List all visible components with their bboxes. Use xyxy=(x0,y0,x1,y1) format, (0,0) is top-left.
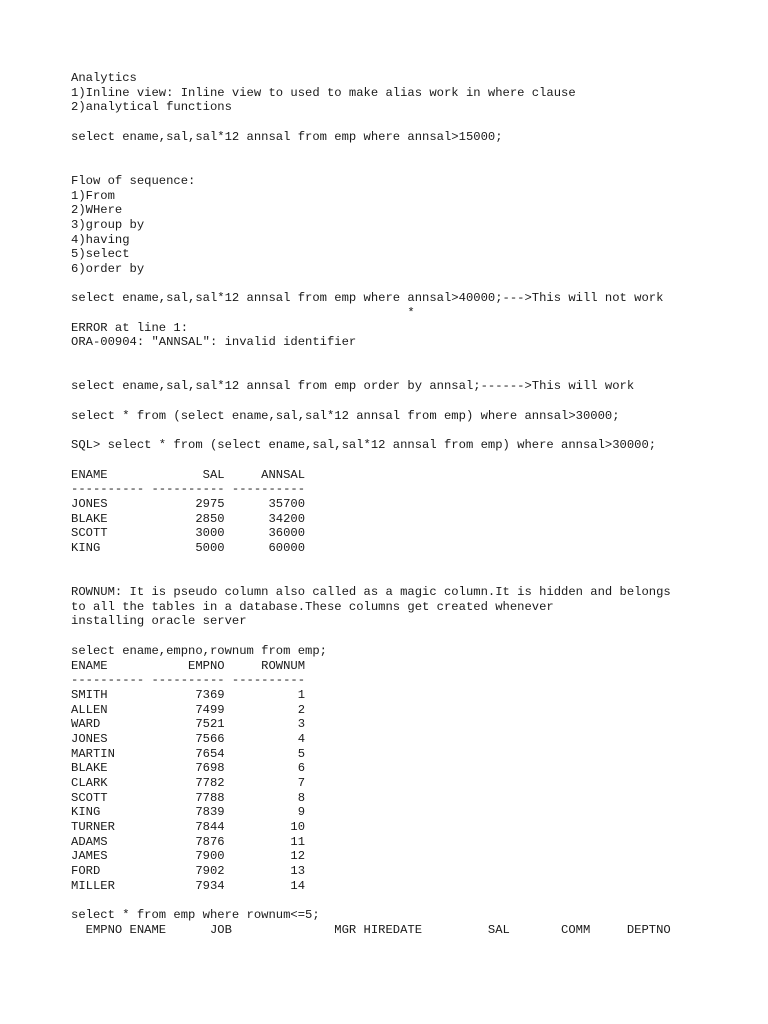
text-line: ---------- ---------- ---------- xyxy=(71,482,306,497)
text-line: select * from (select ename,sal,sal*12 annsal from emp) where annsal>30000; xyxy=(71,408,620,423)
text-line: 3)group by xyxy=(71,217,145,232)
text-line xyxy=(71,629,751,644)
text-line: JAMES 7900 12 xyxy=(71,849,306,864)
text-line: FORD 7902 13 xyxy=(71,864,306,879)
text-line: installing oracle server xyxy=(71,614,247,629)
text-line: SCOTT 3000 36000 xyxy=(71,526,306,541)
text-line: 1)Inline view: Inline view to used to make alias work in where clause xyxy=(71,85,576,100)
text-line: 2)WHere xyxy=(71,203,123,218)
text-line: MARTIN 7654 5 xyxy=(71,746,306,761)
text-line: EMPNO ENAME JOB MGR HIREDATE SAL COMM DEPTNO xyxy=(71,922,671,937)
text-line xyxy=(71,159,751,174)
text-line xyxy=(71,115,751,130)
text-line: 6)order by xyxy=(71,261,145,276)
text-line: ERROR at line 1: xyxy=(71,320,189,335)
text-line: to all the tables in a database.These columns get created whenever xyxy=(71,599,554,614)
text-line: JONES 2975 35700 xyxy=(71,496,306,511)
text-line: SCOTT 7788 8 xyxy=(71,790,306,805)
text-line: select ename,sal,sal*12 annsal from emp order by annsal;------>This will work xyxy=(71,379,635,394)
text-line: Analytics xyxy=(71,71,137,85)
text-line: SQL> select * from (select ename,sal,sal*12 annsal from emp) where annsal>30000; xyxy=(71,438,657,453)
text-line: select * from emp where rownum<=5; xyxy=(71,908,320,923)
text-line: KING 7839 9 xyxy=(71,805,306,820)
text-line: WARD 7521 3 xyxy=(71,717,306,732)
text-line: ENAME SAL ANNSAL xyxy=(71,467,306,482)
text-line: select ename,sal,sal*12 annsal from emp where annsal>15000; xyxy=(71,129,503,144)
text-line: TURNER 7844 10 xyxy=(71,820,306,835)
text-line: 2)analytical functions xyxy=(71,100,232,115)
text-line xyxy=(71,424,751,439)
text-line: 4)having xyxy=(71,232,130,247)
text-line: BLAKE 2850 34200 xyxy=(71,511,306,526)
text-line xyxy=(71,453,751,468)
text-line xyxy=(71,350,751,365)
text-line: ALLEN 7499 2 xyxy=(71,702,306,717)
text-line: 5)select xyxy=(71,247,130,262)
text-line xyxy=(71,277,751,292)
text-line: Flow of sequence: xyxy=(71,173,196,188)
text-line: KING 5000 60000 xyxy=(71,541,306,555)
text-line xyxy=(71,394,751,409)
text-line: JONES 7566 4 xyxy=(71,731,306,746)
text-line: select ename,sal,sal*12 annsal from emp where annsal>40000;--->This will not work xyxy=(71,291,664,306)
text-line: CLARK 7782 7 xyxy=(71,776,306,790)
text-line: 1)From xyxy=(71,188,115,203)
text-line: ORA-00904: "ANNSAL": invalid identifier xyxy=(71,335,357,350)
text-line xyxy=(71,570,751,585)
text-line xyxy=(71,894,751,909)
text-line: ADAMS 7876 11 xyxy=(71,834,306,849)
document-page xyxy=(71,71,751,938)
text-line: BLAKE 7698 6 xyxy=(71,761,306,776)
text-line: ENAME EMPNO ROWNUM xyxy=(71,658,306,673)
text-line: MILLER 7934 14 xyxy=(71,878,306,893)
text-line xyxy=(71,365,751,380)
text-line: SMITH 7369 1 xyxy=(71,687,306,702)
text-line: ---------- ---------- ---------- xyxy=(71,673,306,688)
text-line: * xyxy=(71,306,415,320)
text-line xyxy=(71,144,751,159)
text-line xyxy=(71,556,751,571)
text-line: ROWNUM: It is pseudo column also called as a magic column.It is hidden and belongs xyxy=(71,585,671,600)
text-line: select ename,empno,rownum from emp; xyxy=(71,643,327,658)
